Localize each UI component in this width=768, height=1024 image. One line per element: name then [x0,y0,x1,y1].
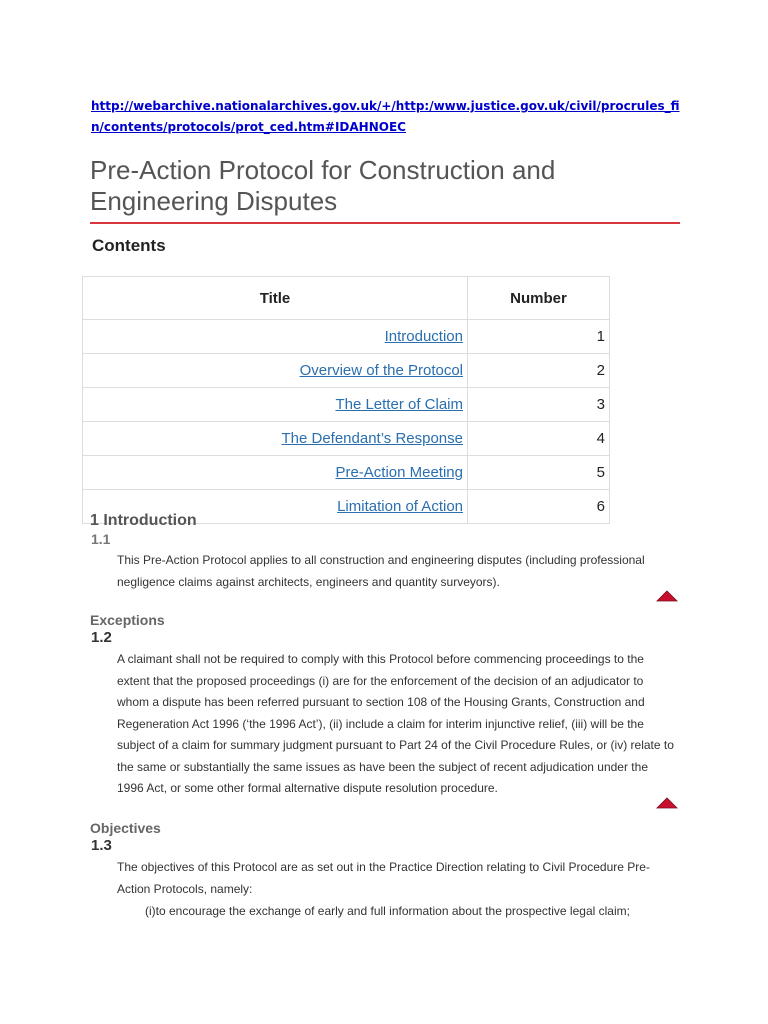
page-title: Pre-Action Protocol for Construction and Engineering Disputes [90,155,556,216]
table-row [83,456,610,490]
toc-link-limitation-of-action[interactable]: Limitation of Action [337,498,463,515]
table-row [83,354,610,388]
section-heading-introduction: 1 Introduction [90,512,197,529]
toc-number: 1 [468,320,610,354]
paragraph-number-1-2: 1.2 [91,629,112,646]
toc-number: 6 [468,490,610,524]
back-to-top-arrow-icon[interactable] [656,590,678,602]
toc-number: 3 [468,388,610,422]
paragraph-number-1-1: 1.1 [91,531,111,547]
source-url-link[interactable]: http://webarchive.nationalarchives.gov.uk/+/http:/www.justice.gov.uk/civil/procrules_fin/contents/protocols/prot_ced.htm#IDAHNOEC [91,99,680,134]
paragraph-1-3: The objectives of this Protocol are as set out in the Practice Direction relating to Civil Procedure Pre-Action Protocols, namely: [117,860,650,896]
toc-link-overview[interactable]: Overview of the Protocol [299,362,463,379]
table-row [83,388,610,422]
toc-link-pre-action-meeting[interactable]: Pre-Action Meeting [335,464,463,481]
subheading-objectives: Objectives [90,820,161,836]
contents-table-header-row [83,277,610,320]
toc-number: 4 [468,422,610,456]
table-row [83,320,610,354]
toc-link-introduction[interactable]: Introduction [384,328,463,345]
toc-link-defendants-response[interactable]: The Defendant’s Response [281,430,463,447]
back-to-top-arrow-icon[interactable] [656,797,678,809]
contents-heading: Contents [92,236,166,255]
paragraph-1-3-i: (i)to encourage the exchange of early and full information about the prospective legal claim; [145,904,630,918]
paragraph-1-1: This Pre-Action Protocol applies to all construction and engineering disputes (including professional negligence claims against architects, engineers and quantity surveyors). [117,553,645,589]
table-row [83,422,610,456]
paragraph-1-2: A claimant shall not be required to comply with this Protocol before commencing proceedings to the extent that the proposed proceedings (i) are for the enforcement of the decision of an adjudicator to whom a dispute has been referred pursuant to section 108 of the Housing Grants, Construction and Regeneration Act 1996 (‘the 1996 Act’), (ii) include a claim for interim injunctive relief, (iii) will be the subject of a claim for summary judgment pursuant to Part 24 of the Civil Procedure Rules, or (iv) relate to the same or substantially the same issues as have been the subject of recent adjudication under the 1996 Act, or some other formal alternative dispute resolution procedure. [117,652,674,795]
toc-link-letter-of-claim[interactable]: The Letter of Claim [335,396,463,413]
subheading-exceptions: Exceptions [90,612,165,628]
paragraph-number-1-3: 1.3 [91,837,112,854]
header-title: Title [83,277,468,320]
toc-number: 5 [468,456,610,490]
header-number: Number [468,277,610,320]
toc-number: 2 [468,354,610,388]
contents-table [82,276,610,524]
title-divider [90,222,680,224]
